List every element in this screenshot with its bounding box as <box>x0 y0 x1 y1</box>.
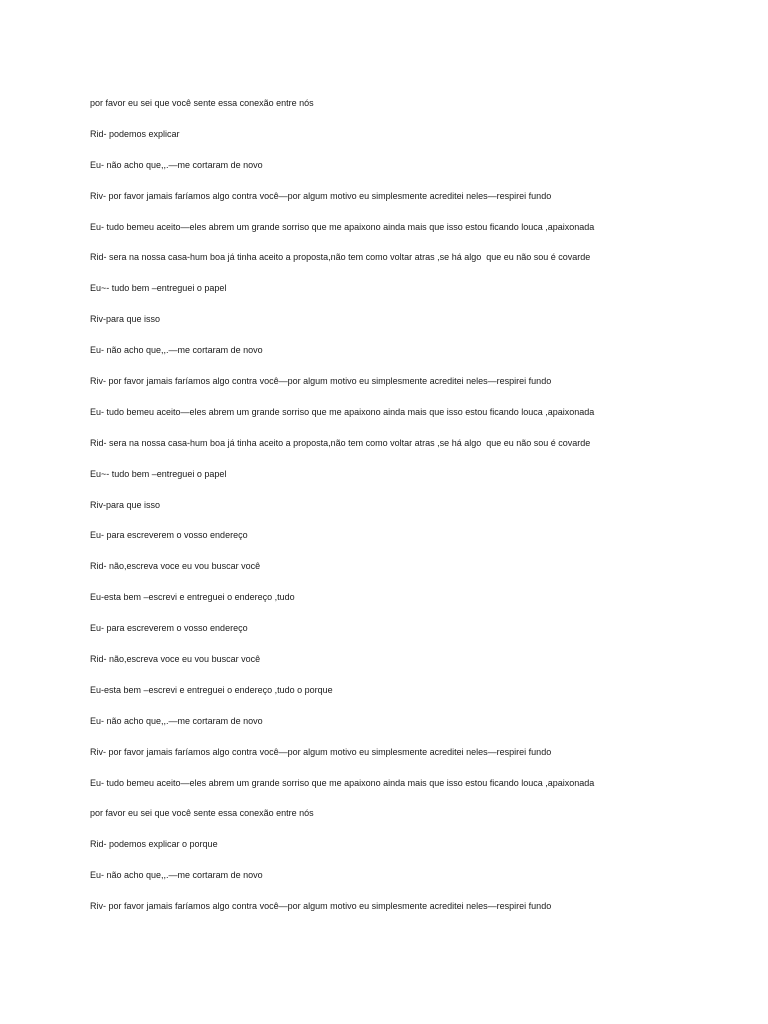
text-line: Eu-esta bem –escrevi e entreguei o endereço ,tudo o porque <box>90 684 333 695</box>
text-line: Eu- não acho que,,.—me cortaram de novo <box>90 345 263 356</box>
text-line: Eu- tudo bemeu aceito—eles abrem um grande sorriso que me apaixono ainda mais que isso estou ficando louca ,apaixonada <box>90 406 595 417</box>
text-line: Eu- não acho que,,.—me cortaram de novo <box>90 159 263 170</box>
text-line: Rid- podemos explicar <box>90 128 180 139</box>
text-line: Rid- sera na nossa casa-hum boa já tinha aceito a proposta,não tem como voltar atras ,se há algo que eu não sou é covarde <box>90 252 591 263</box>
text-line: Eu- não acho que,,.—me cortaram de novo <box>90 870 263 881</box>
text-line: por favor eu sei que você sente essa conexão entre nós <box>90 98 314 108</box>
text-line: Riv- por favor jamais faríamos algo contra você—por algum motivo eu simplesmente acreditei neles—respirei fundo <box>90 746 552 757</box>
text-line: por favor eu sei que você sente essa conexão entre nós <box>90 808 314 819</box>
text-line: Eu~- tudo bem –entreguei o papel <box>90 468 227 479</box>
text-line: Riv- por favor jamais faríamos algo contra você—por algum motivo eu simplesmente acreditei neles—respirei fundo <box>90 901 552 912</box>
text-line: Rid- não,escreva voce eu vou buscar você <box>90 654 261 665</box>
text-line: Eu- não acho que,,.—me cortaram de novo <box>90 715 263 726</box>
text-line: Riv-para que isso <box>90 314 161 325</box>
text-line: Rid- podemos explicar o porque <box>90 839 218 850</box>
text-line: Riv- por favor jamais faríamos algo contra você—por algum motivo eu simplesmente acreditei neles—respirei fundo <box>90 190 552 201</box>
text-line: Eu-esta bem –escrevi e entreguei o endereço ,tudo <box>90 592 295 603</box>
text-line: Riv-para que isso <box>90 499 161 510</box>
text-line: Eu- tudo bemeu aceito—eles abrem um grande sorriso que me apaixono ainda mais que isso estou ficando louca ,apaixonada <box>90 777 595 788</box>
text-line: Eu~- tudo bem –entreguei o papel <box>90 283 227 294</box>
text-line: Eu- tudo bemeu aceito—eles abrem um grande sorriso que me apaixono ainda mais que isso estou ficando louca ,apaixonada <box>90 221 595 232</box>
text-line: Riv- por favor jamais faríamos algo contra você—por algum motivo eu simplesmente acreditei neles—respirei fundo <box>90 376 552 387</box>
text-line: Rid- sera na nossa casa-hum boa já tinha aceito a proposta,não tem como voltar atras ,se há algo que eu não sou é covarde <box>90 437 591 448</box>
text-line: Eu- para escreverem o vosso endereço <box>90 530 248 541</box>
text-line: Eu- para escreverem o vosso endereço <box>90 623 248 634</box>
text-line: Rid- não,escreva voce eu vou buscar você <box>90 561 261 572</box>
document-body <box>90 96 750 930</box>
